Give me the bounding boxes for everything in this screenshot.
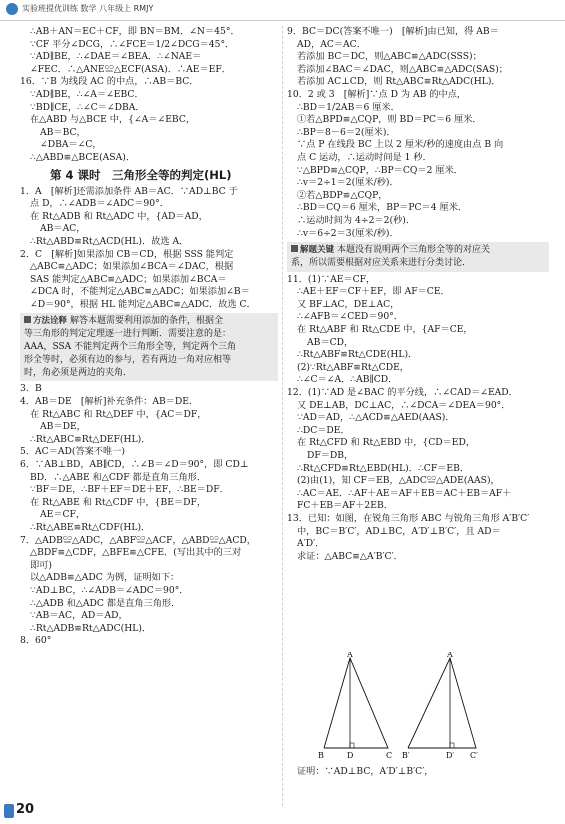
text-line: ∴运动时间为 4÷2＝2(秒)． xyxy=(297,214,416,226)
text-line: ∴△ADB 和△ADC 都是直角三角形． xyxy=(30,597,181,609)
text-line: ∴∠C＝∠A．∴AB∥CD． xyxy=(297,374,398,386)
method-note-tag: 方法诠释 xyxy=(24,316,67,326)
note-line: 解答本题需要利用添加的条件，根据全 xyxy=(70,316,224,327)
text-line: 在△ABD 与△BCE 中，{∠A＝∠EBC， xyxy=(30,114,196,126)
text-line: 若添加∠BAC＝∠DAC，则△ABC≌△ADC(SAS)； xyxy=(297,63,508,75)
label-a: A xyxy=(347,652,353,659)
label-b-prime: B′ xyxy=(402,751,410,760)
text-line: 又 DE⊥AB，DC⊥AC，∴∠DCA＝∠DEA＝90°． xyxy=(297,399,511,411)
triangle-a2b2c2 xyxy=(408,658,476,748)
text-line: ∵AD∥BE，∴∠DAE＝∠BEA．∴∠NAE＝ xyxy=(30,51,202,63)
text-line: 在 Rt△ADB 和 Rt△ADC 中，{AD＝AD， xyxy=(30,210,208,222)
text-line: 7．△ADB≌△ADC，△ABF≌△ACF，△ABD≌△ACD， xyxy=(20,534,256,546)
text-line: ∴v＝6÷2＝3(厘米/秒)． xyxy=(297,227,399,239)
note-line: 本题没有说明两个三角形全等的对应关 xyxy=(337,245,491,256)
text-line: AB＝AC， xyxy=(40,223,86,235)
text-line: 求证：△ABC≌△A′B′C′． xyxy=(297,550,403,562)
text-line: 中，BC＝B′C′，AD⊥BC，A′D′⊥B′C′，且 AD＝ xyxy=(297,525,501,537)
text-line: 在 Rt△ABF 和 Rt△CDE 中，{AF＝CE， xyxy=(297,324,473,336)
text-line: ∵△BPD≌△CQP，∴BP＝CQ＝2 厘米． xyxy=(297,164,463,176)
text-line: ①若△BPD≌△CQP，则 BD＝PC＝6 厘米． xyxy=(297,114,482,126)
lesson-title: 第 4 课时 三角形全等的判定(HL) xyxy=(50,167,232,182)
text-line: 若添加 BC＝DC，则△ABC≌△ADC(SSS)； xyxy=(297,51,482,63)
text-line: 3．B xyxy=(20,383,42,395)
text-line: ∠D＝90°，根据 HL 能判定△ABC≌△ADC．故选 C． xyxy=(30,298,256,310)
text-line: ∴BD＝CQ＝6 厘米，BP＝PC＝4 厘米． xyxy=(297,202,468,214)
text-line: ∴Rt△ABF≌Rt△CDE(HL)． xyxy=(297,349,418,361)
text-line: (2)∵Rt△ABF≌Rt△CDE， xyxy=(297,361,409,373)
triangle-abc xyxy=(324,658,388,748)
label-d: D xyxy=(347,751,354,760)
text-line: 13．已知：如图，在锐角三角形 ABC 与锐角三角形 A′B′C′ xyxy=(287,512,530,524)
right-angle-mark xyxy=(450,743,454,748)
text-line: ∴BD＝1/2AB＝6 厘米． xyxy=(297,101,400,113)
text-line: ∴Rt△ABC≌Rt△DEF(HL)． xyxy=(30,433,151,445)
text-line: AB＝CD， xyxy=(307,336,354,348)
text-line: (2)由(1)，知 CF＝EB，△ADC≌△ADE(AAS)， xyxy=(297,475,500,487)
text-line: 6．∵AB⊥BD，AB∥CD，∴∠B＝∠D＝90°，即 CD⊥ xyxy=(20,459,249,471)
text-line: ∴Rt△ADB≌Rt△ADC(HL)． xyxy=(30,622,152,634)
text-line: ∵AD＝AD，∴△ACD≌△AED(AAS)． xyxy=(297,412,455,424)
text-line: 1．A [解析]还需添加条件 AB＝AC．∵AD⊥BC 于 xyxy=(20,185,238,197)
text-line: ∵CF 平分∠DCG，∴∠FCE＝1/2∠DCG＝45°． xyxy=(30,38,235,50)
right-angle-mark xyxy=(350,743,354,748)
text-line: 5．AC＝AD(答案不唯一) xyxy=(20,446,125,458)
text-line: ∴AB＋AN＝EC＋CF，即 BN＝BM．∠N＝45°． xyxy=(30,26,240,37)
text-line: ∠FEC．∴△ANE≌△ECF(ASA)．∴AE＝EF． xyxy=(30,63,231,75)
text-line: 2．C [解析]如果添加 CB＝CD，根据 SSS 能判定 xyxy=(20,248,234,260)
text-line: 若添加 AC⊥CD，则 Rt△ABC≌Rt△ADC(HL)． xyxy=(297,76,501,88)
text-line: ∵BF＝DE，∴BF＋EF＝DE＋EF，∴BE＝DF． xyxy=(30,484,229,496)
note-line: AAA，SSA 不能判定两个三角形全等，判定两个三角 xyxy=(24,342,237,353)
text-line: ∴△ABD≌△BCE(ASA)． xyxy=(30,151,136,163)
text-line: 在 Rt△ABC 和 Rt△DEF 中，{AC＝DF， xyxy=(30,408,207,420)
text-line: ∵BD∥CE，∴∠C＝∠DBA． xyxy=(30,101,145,113)
text-line: ∴AE＋EF＝CF＋EF，即 AF＝CE． xyxy=(297,286,450,298)
book-logo-icon xyxy=(6,3,18,15)
page-tab-icon xyxy=(4,804,14,818)
text-line: ∴BP＝8－6＝2(厘米)． xyxy=(297,126,396,138)
page-header xyxy=(0,0,565,21)
text-line: ∴Rt△ABD≌Rt△ACD(HL)．故选 A． xyxy=(30,235,189,247)
label-b: B xyxy=(318,751,324,760)
label-a-prime: A′ xyxy=(447,652,455,659)
text-line: ∵AD∥BE，∴∠A＝∠EBC． xyxy=(30,88,144,100)
text-line: ∴Rt△ABE≌Rt△CDF(HL)． xyxy=(30,521,151,533)
note-square-icon xyxy=(24,316,31,323)
triangle-figure xyxy=(318,652,478,762)
text-line: 12．(1)∵AD 是∠BAC 的平分线，∴∠CAD＝∠EAD． xyxy=(287,387,518,399)
left-block-b xyxy=(20,186,278,312)
note-square-icon xyxy=(291,245,298,252)
text-line: 即可) xyxy=(30,559,52,571)
label-c: C xyxy=(386,751,393,760)
note-line: 形全等时，必须有边的参与，若有两边一角对应相等 xyxy=(24,354,232,365)
text-line: SAS 能判定△ABC≌△ADC；如果添加∠BCA＝ xyxy=(30,273,227,285)
text-line: ∠DBA＝∠C， xyxy=(40,139,102,151)
text-line: AD，AC＝AC． xyxy=(297,38,366,50)
text-line: 又 BF⊥AC，DE⊥AC， xyxy=(297,298,400,310)
text-line: 11．(1)∵AE＝CF， xyxy=(287,273,376,285)
text-line: ∴v＝2÷1＝2(厘米/秒)． xyxy=(297,177,399,189)
note-line: 时，角必须是两边的夹角． xyxy=(24,367,133,378)
text-line: △ABC≌△ADC；如果添加∠BCA＝∠DAC，根据 xyxy=(30,261,234,273)
text-line: 8．60° xyxy=(20,635,52,647)
text-line: 16．∵B 为线段 AC 的中点，∴AB＝BC． xyxy=(20,76,199,88)
text-line: ∵AB＝AC，AD＝AD， xyxy=(30,610,128,622)
page-number: 20 xyxy=(4,800,34,820)
note-line: 系，所以需要根据对应关系来进行分类讨论． xyxy=(291,257,472,268)
text-line: 在 Rt△ABE 和 Rt△CDF 中，{BE＝DF， xyxy=(30,496,207,508)
header-title: 实验班提优训练 数学 八年级上 RMJY xyxy=(22,4,154,13)
left-column xyxy=(20,26,278,648)
right-column xyxy=(287,26,549,563)
label-d-prime: D′ xyxy=(446,751,455,760)
text-line: ∵点 P 在线段 BC 上以 2 厘米/秒的速度由点 B 向 xyxy=(297,139,504,151)
text-line: ∵AD⊥BC，∴∠ADB＝∠ADC＝90°． xyxy=(30,584,189,596)
proof-area xyxy=(287,766,549,779)
text-line: BD．∴△ABE 和△CDF 都是直角三角形． xyxy=(30,471,207,483)
proof-start: 证明：∵AD⊥BC，A′D′⊥B′C′， xyxy=(297,766,434,777)
text-line: 点 D，∴∠ADB＝∠ADC＝90°． xyxy=(30,198,169,210)
text-line: 在 Rt△CFD 和 Rt△EBD 中，{CD＝ED， xyxy=(297,437,476,449)
text-line: 9．BC＝DC(答案不唯一) [解析]由已知，得 AB＝ xyxy=(287,26,499,37)
note-line: 等三角形的判定定理逐一进行判断．需要注意的是： xyxy=(24,329,232,340)
left-block-c xyxy=(20,383,278,647)
column-divider xyxy=(282,26,283,806)
text-line: ∠DCA 时，不能判定△ABC≌△ADC；如果添加∠B＝ xyxy=(30,286,250,298)
key-note xyxy=(287,242,549,272)
text-line: ②若△BDP≌△CQP， xyxy=(297,189,388,201)
text-line: DF＝DB， xyxy=(307,450,354,461)
text-line: AB＝DE， xyxy=(40,421,86,433)
left-block-a xyxy=(20,26,278,165)
text-line: 4．AB＝DE [解析]补充条件：AB＝DE． xyxy=(20,396,199,408)
text-line: FC＋EB＝AF＋2EB． xyxy=(297,500,393,512)
right-block-a xyxy=(287,26,549,240)
text-line: △BDF≌△CDF，△BFE≌△CFE．(写出其中的三对 xyxy=(30,547,242,559)
text-line: A′D′． xyxy=(297,538,325,550)
label-c-prime: C′ xyxy=(470,751,478,760)
text-line: 以△ADB≌△ADC 为例，证明如下： xyxy=(30,572,180,584)
text-line: AB＝BC， xyxy=(40,126,86,138)
text-line: ∴∠AFB＝∠CED＝90°． xyxy=(297,311,403,323)
text-line: AE＝CF， xyxy=(40,509,86,521)
key-note-tag: 解题关键 xyxy=(291,245,334,255)
text-line: ∴Rt△CFD≌Rt△EBD(HL)．∴CF＝EB． xyxy=(297,462,470,474)
right-block-b xyxy=(287,274,549,564)
method-note xyxy=(20,313,278,381)
text-line: ∴AC＝AE．∴AF＋AE＝AF＋EB＝AC＋EB＝AF＋ xyxy=(297,487,512,499)
text-line: 10．2 或 3 [解析]∵点 D 为 AB 的中点， xyxy=(287,88,467,100)
text-line: 点 C 运动，∴运动时间是 1 秒． xyxy=(297,151,432,163)
text-line: ∴DC＝DE． xyxy=(297,424,350,436)
